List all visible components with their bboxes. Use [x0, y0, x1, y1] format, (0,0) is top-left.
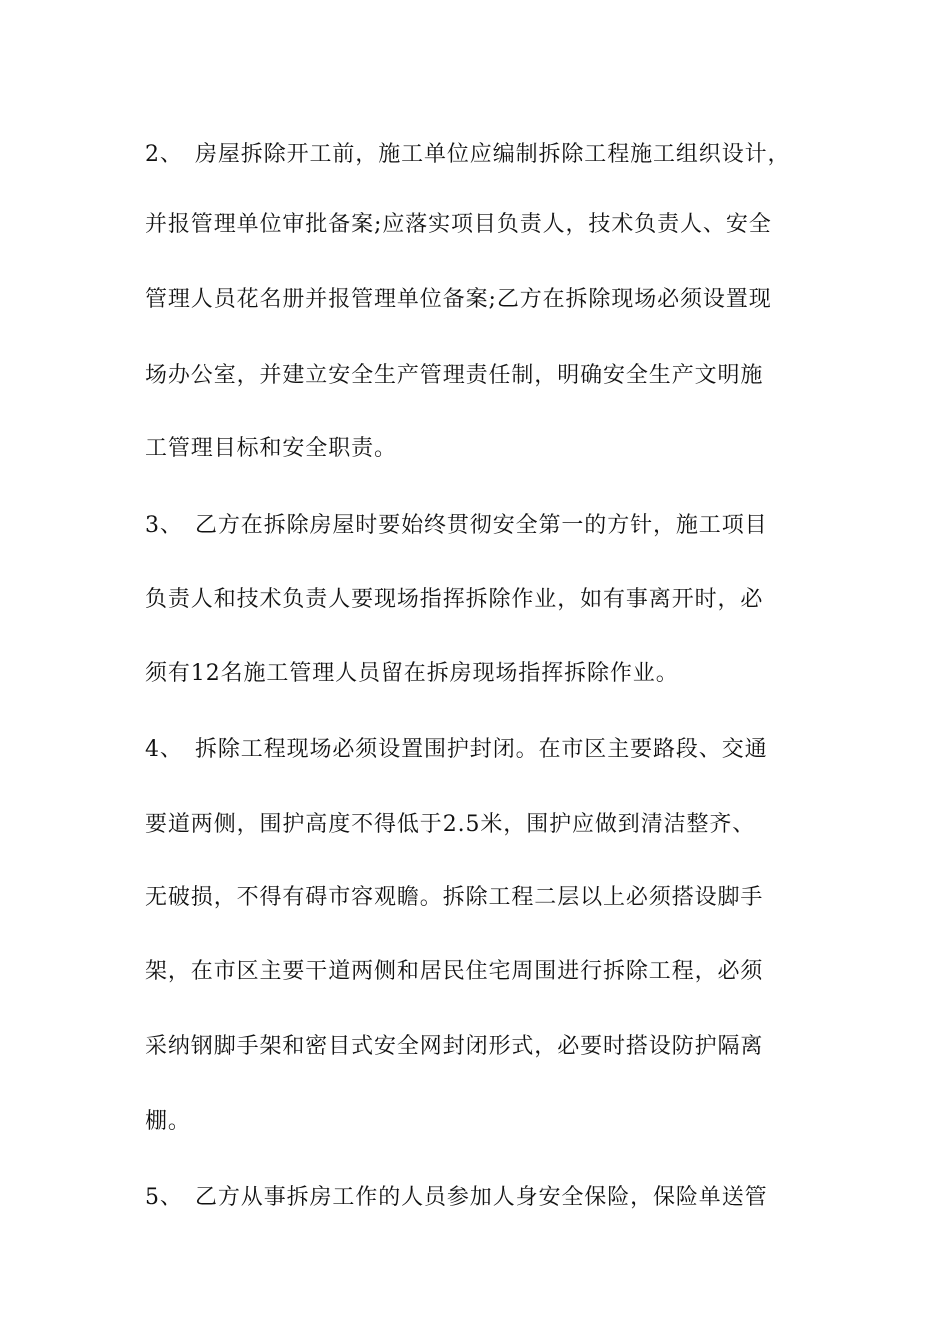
- paragraph-number: 3、: [145, 513, 183, 538]
- line-text: 并报管理单位审批备案;应落实项目负责人，技术负责人、安全: [145, 212, 772, 237]
- line-text: 乙方在拆除房屋时要始终贯彻安全第一的方针，施工项目: [195, 513, 768, 538]
- paragraph-number: 2、: [145, 142, 183, 167]
- paragraph-5-line-1: [145, 1183, 845, 1213]
- paragraph-number: 4、: [145, 737, 183, 762]
- paragraph-4-line-3: [145, 883, 845, 913]
- paragraph-4-line-6: [145, 1107, 845, 1137]
- paragraph-2-line-1: [145, 140, 845, 170]
- line-text: 架，在市区主要干道两侧和居民住宅周围进行拆除工程，必须: [145, 959, 764, 984]
- paragraph-4-line-2: [145, 810, 845, 840]
- paragraph-2-line-2: [145, 210, 845, 240]
- line-text: 工管理目标和安全职责。: [145, 436, 397, 461]
- line-text: 须有12名施工管理人员留在拆房现场指挥拆除作业。: [145, 661, 679, 686]
- paragraph-3-line-2: [145, 585, 845, 615]
- line-text: 要道两侧，围护高度不得低于2.5米，围护应做到清洁整齐、: [145, 812, 756, 837]
- paragraph-4-line-5: [145, 1032, 845, 1062]
- line-text: 管理人员花名册并报管理单位备案;乙方在拆除现场必须设置现: [145, 287, 772, 312]
- line-text: 拆除工程现场必须设置围护封闭。在市区主要路段、交通: [195, 737, 768, 762]
- paragraph-2-line-5: [145, 434, 845, 464]
- line-text: 房屋拆除开工前，施工单位应编制拆除工程施工组织设计，: [195, 142, 791, 167]
- paragraph-2-line-3: [145, 285, 845, 315]
- paragraph-number: 5、: [145, 1185, 183, 1210]
- line-text: 场办公室，并建立安全生产管理责任制，明确安全生产文明施: [145, 363, 764, 388]
- paragraph-3-line-3: [145, 659, 845, 689]
- paragraph-2-line-4: [145, 361, 845, 391]
- paragraph-4-line-1: [145, 735, 845, 765]
- paragraph-4-line-4: [145, 957, 845, 987]
- line-text: 无破损，不得有碍市容观瞻。拆除工程二层以上必须搭设脚手: [145, 885, 764, 910]
- line-text: 采纳钢脚手架和密目式安全网封闭形式，必要时搭设防护隔离: [145, 1034, 764, 1059]
- paragraph-3-line-1: [145, 511, 845, 541]
- line-text: 棚。: [145, 1109, 191, 1134]
- line-text: 负责人和技术负责人要现场指挥拆除作业，如有事离开时，必: [145, 587, 764, 612]
- line-text: 乙方从事拆房工作的人员参加人身安全保险，保险单送管: [195, 1185, 768, 1210]
